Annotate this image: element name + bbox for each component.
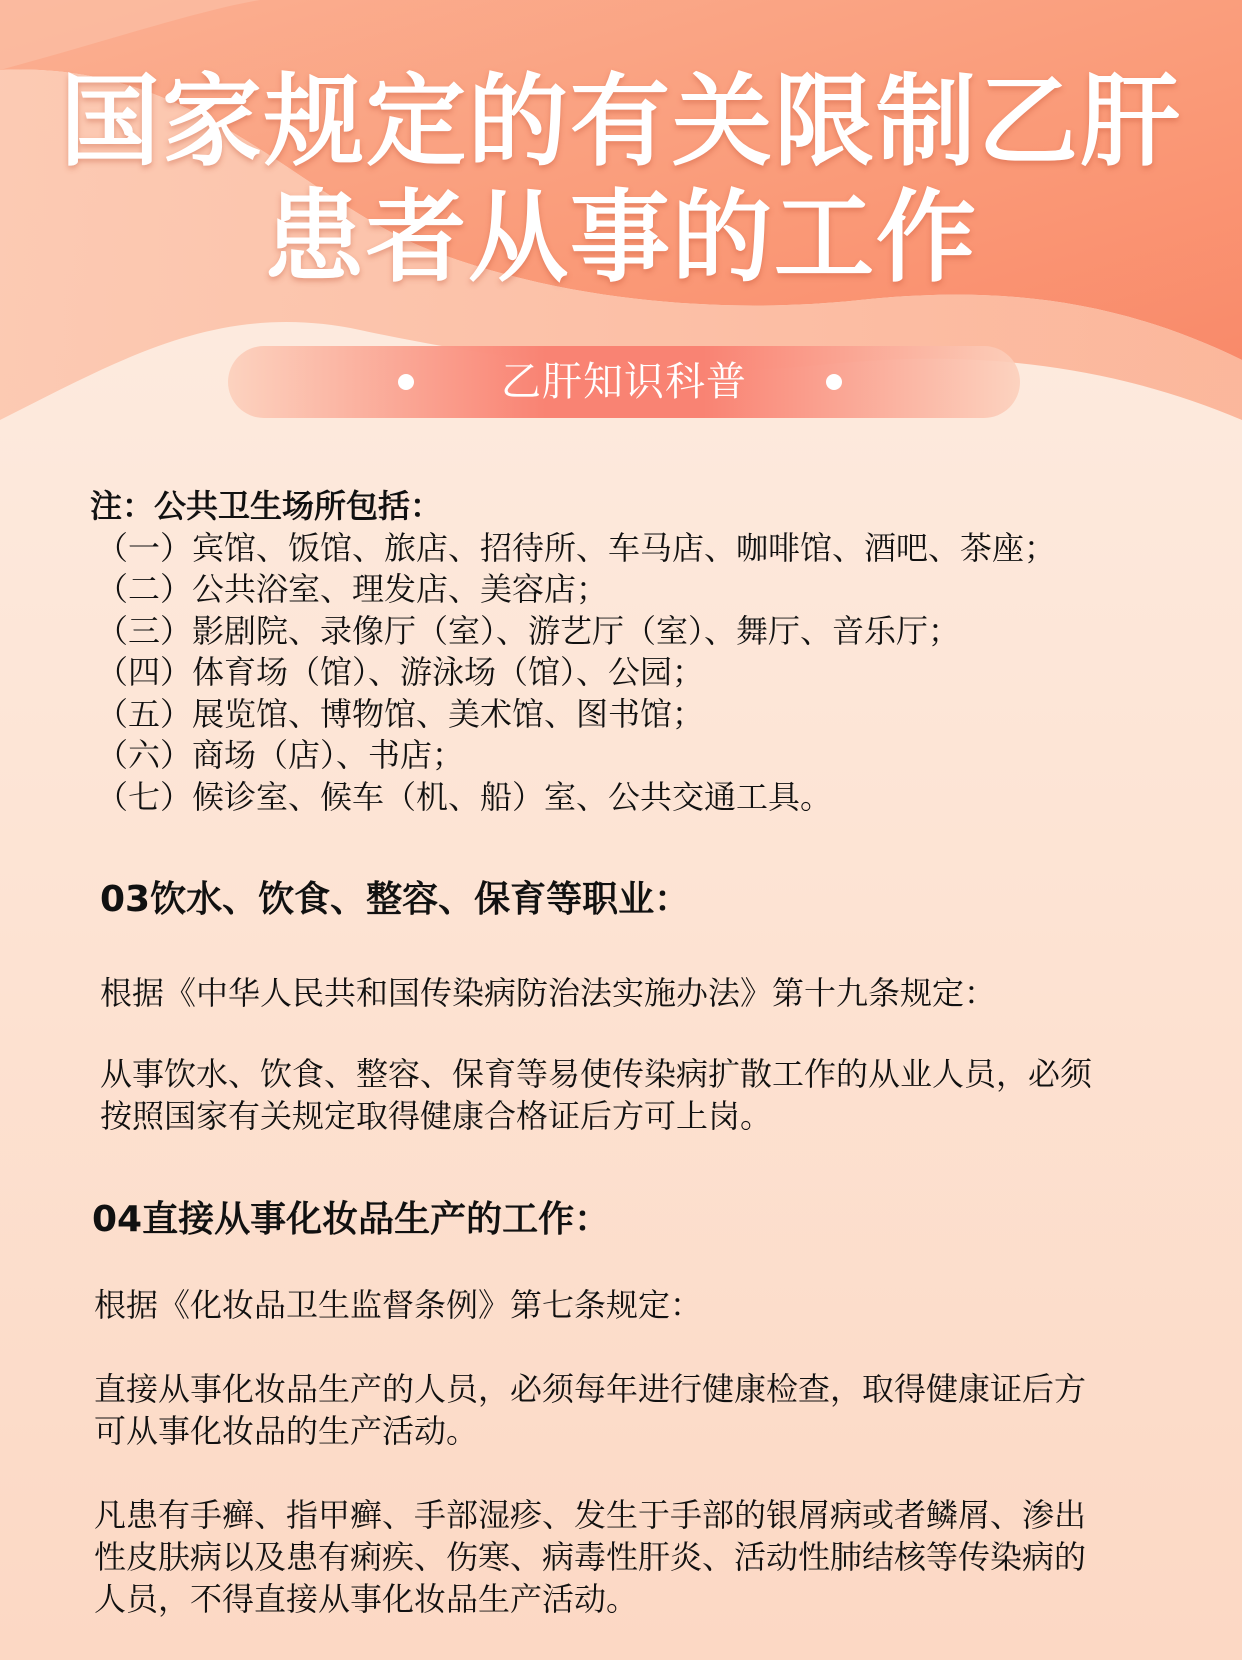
section-04-heading: 04直接从事化妆品生产的工作： xyxy=(92,1199,611,1240)
title-line-2: 患者从事的工作 xyxy=(264,179,978,296)
note-item-2: （二）公共浴室、理发店、美容店； xyxy=(96,570,609,608)
paragraph-line: 根据《中华人民共和国传染病防治法实施办法》第十九条规定： xyxy=(100,974,997,1012)
banner-label: 乙肝知识科普 xyxy=(501,359,747,405)
section-03-heading: 03饮水、饮食、整容、保育等职业： xyxy=(100,879,691,920)
section-03-law-reference xyxy=(100,972,996,1014)
banner-dot-right xyxy=(826,374,842,390)
paragraph-line: 根据《化妆品卫生监督条例》第七条规定： xyxy=(94,1286,703,1324)
note-heading: 注：公共卫生场所包括： xyxy=(90,487,443,525)
paragraph-line: 凡患有手癣、指甲癣、手部湿疹、发生于手部的银屑病或者鳞屑、渗出 xyxy=(94,1496,1087,1534)
paragraph-line: 按照国家有关规定取得健康合格证后方可上岗。 xyxy=(100,1097,773,1135)
section-04-health-check xyxy=(94,1368,1086,1452)
note-item-1: （一）宾馆、饭馆、旅店、招待所、车马店、咖啡馆、酒吧、茶座； xyxy=(96,528,1057,567)
note-item-7: （七）候诊室、候车（机、船）室、公共交通工具。 xyxy=(96,777,833,816)
page-title xyxy=(0,64,1242,296)
paragraph-line: 直接从事化妆品生产的人员，必须每年进行健康检查，取得健康证后方 xyxy=(94,1370,1087,1408)
note-item-5: （五）展览馆、博物馆、美术馆、图书馆； xyxy=(96,694,705,733)
paragraph-line: 性皮肤病以及患有痢疾、伤寒、病毒性肝炎、活动性肺结核等传染病的 xyxy=(94,1538,1087,1576)
public-places-note xyxy=(90,486,1190,818)
section-04-restrictions xyxy=(94,1494,1086,1620)
section-03-requirement xyxy=(100,1053,1092,1137)
paragraph-line: 人员，不得直接从事化妆品生产活动。 xyxy=(94,1580,639,1618)
paragraph-line: 可从事化妆品的生产活动。 xyxy=(94,1412,479,1450)
note-item-6: （六）商场（店）、书店； xyxy=(96,736,465,774)
section-04-law-reference xyxy=(94,1284,702,1326)
paragraph-line: 从事饮水、饮食、整容、保育等易使传染病扩散工作的从业人员，必须 xyxy=(100,1055,1093,1093)
note-item-4: （四）体育场（馆）、游泳场（馆）、公园； xyxy=(96,653,705,691)
title-line-1: 国家规定的有关限制乙肝 xyxy=(60,63,1182,180)
note-item-3: （三）影剧院、录像厅（室）、游艺厅（室）、舞厅、音乐厅； xyxy=(96,611,961,650)
topic-banner xyxy=(228,346,1020,418)
